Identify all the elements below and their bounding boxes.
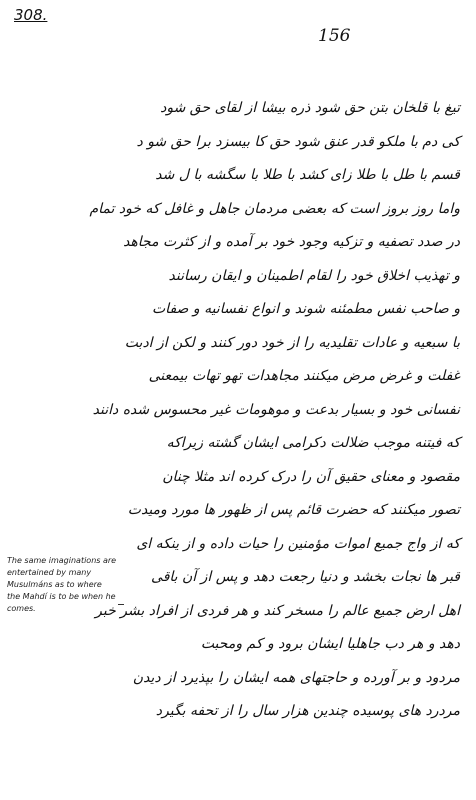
manuscript-line: تیغ با قلخان بتن حق شود ذره بیشا از لقای حق شود [160,100,460,116]
manuscript-line: که فیتنه موجب ضلالت دکرامی ایشان گشته زیراکه [166,435,460,451]
manuscript-text-block [89,92,460,729]
page-number: 308. [14,6,48,24]
manuscript-line: مردود و بر آورده و حاجتهای همه ایشان را بپذیرد از دیدن [132,669,460,686]
manuscript-line: مردرد های پوسیده چندین هزار سال را از تحفه بگیرد [155,703,460,719]
manuscript-line: در صدد تصفیه و تزکیه وجود خود بر آمده و از کثرت مجاهد [123,234,460,250]
manuscript-line: که از واج جمیع اموات مؤمنین را حیات داده و از ینکه ای [136,535,460,552]
manuscript-line: دهد و هر دب جاهلیا ایشان برود و کم ومحبت [200,636,460,652]
manuscript-line: و صاحب نفس مطمئنه شوند و انواع نفسانیه و صفات [152,301,460,317]
manuscript-line: غفلت و غرض مرض میکنند مجاهدات تهو تهات بیمعنی [148,368,460,384]
manuscript-line: نفسانی خود و بسیار بدعت و موهومات غیر محسوس شده دانند [92,401,460,418]
manuscript-line: قبر ها نجات بخشد و دنیا رجعت دهد و پس از آن باقی [151,569,460,585]
manuscript-line: با سبعیه و عادات تقلیدیه را از خود دور کنند و لکن از ادبت [124,334,460,351]
margin-note: The same imaginations are entertained by many Musulmáns as to where the Mahdí is to be when he comes. [7,556,117,613]
manuscript-line: تصور میکنند که حضرت قائم پس از ظهور ها مورد ومیدت [127,502,460,518]
manuscript-line: اهل ارض جمیع عالم را مسخر کند و هر فردی از افراد بشر خبر [95,602,460,619]
manuscript-line: واما روز بروز است که بعضی مردمان جاهل و غافل که خود تمام [89,200,460,217]
manuscript-line: کی دم با ملکو قدر عنق شود حق کا بیسزد برا حق شو د [136,133,460,150]
manuscript-line: و تهذیب اخلاق خود را لقام اطمینان و ایقان رسانند [168,267,460,284]
manuscript-line: مقصود و معنای حقیق آن را درک کرده اند مثلا چنان [162,468,460,485]
manuscript-line: قسم با طل با طلا زای کشد با طلا با سگشه با ل شد [155,167,460,183]
folio-number: 156 [318,26,351,46]
